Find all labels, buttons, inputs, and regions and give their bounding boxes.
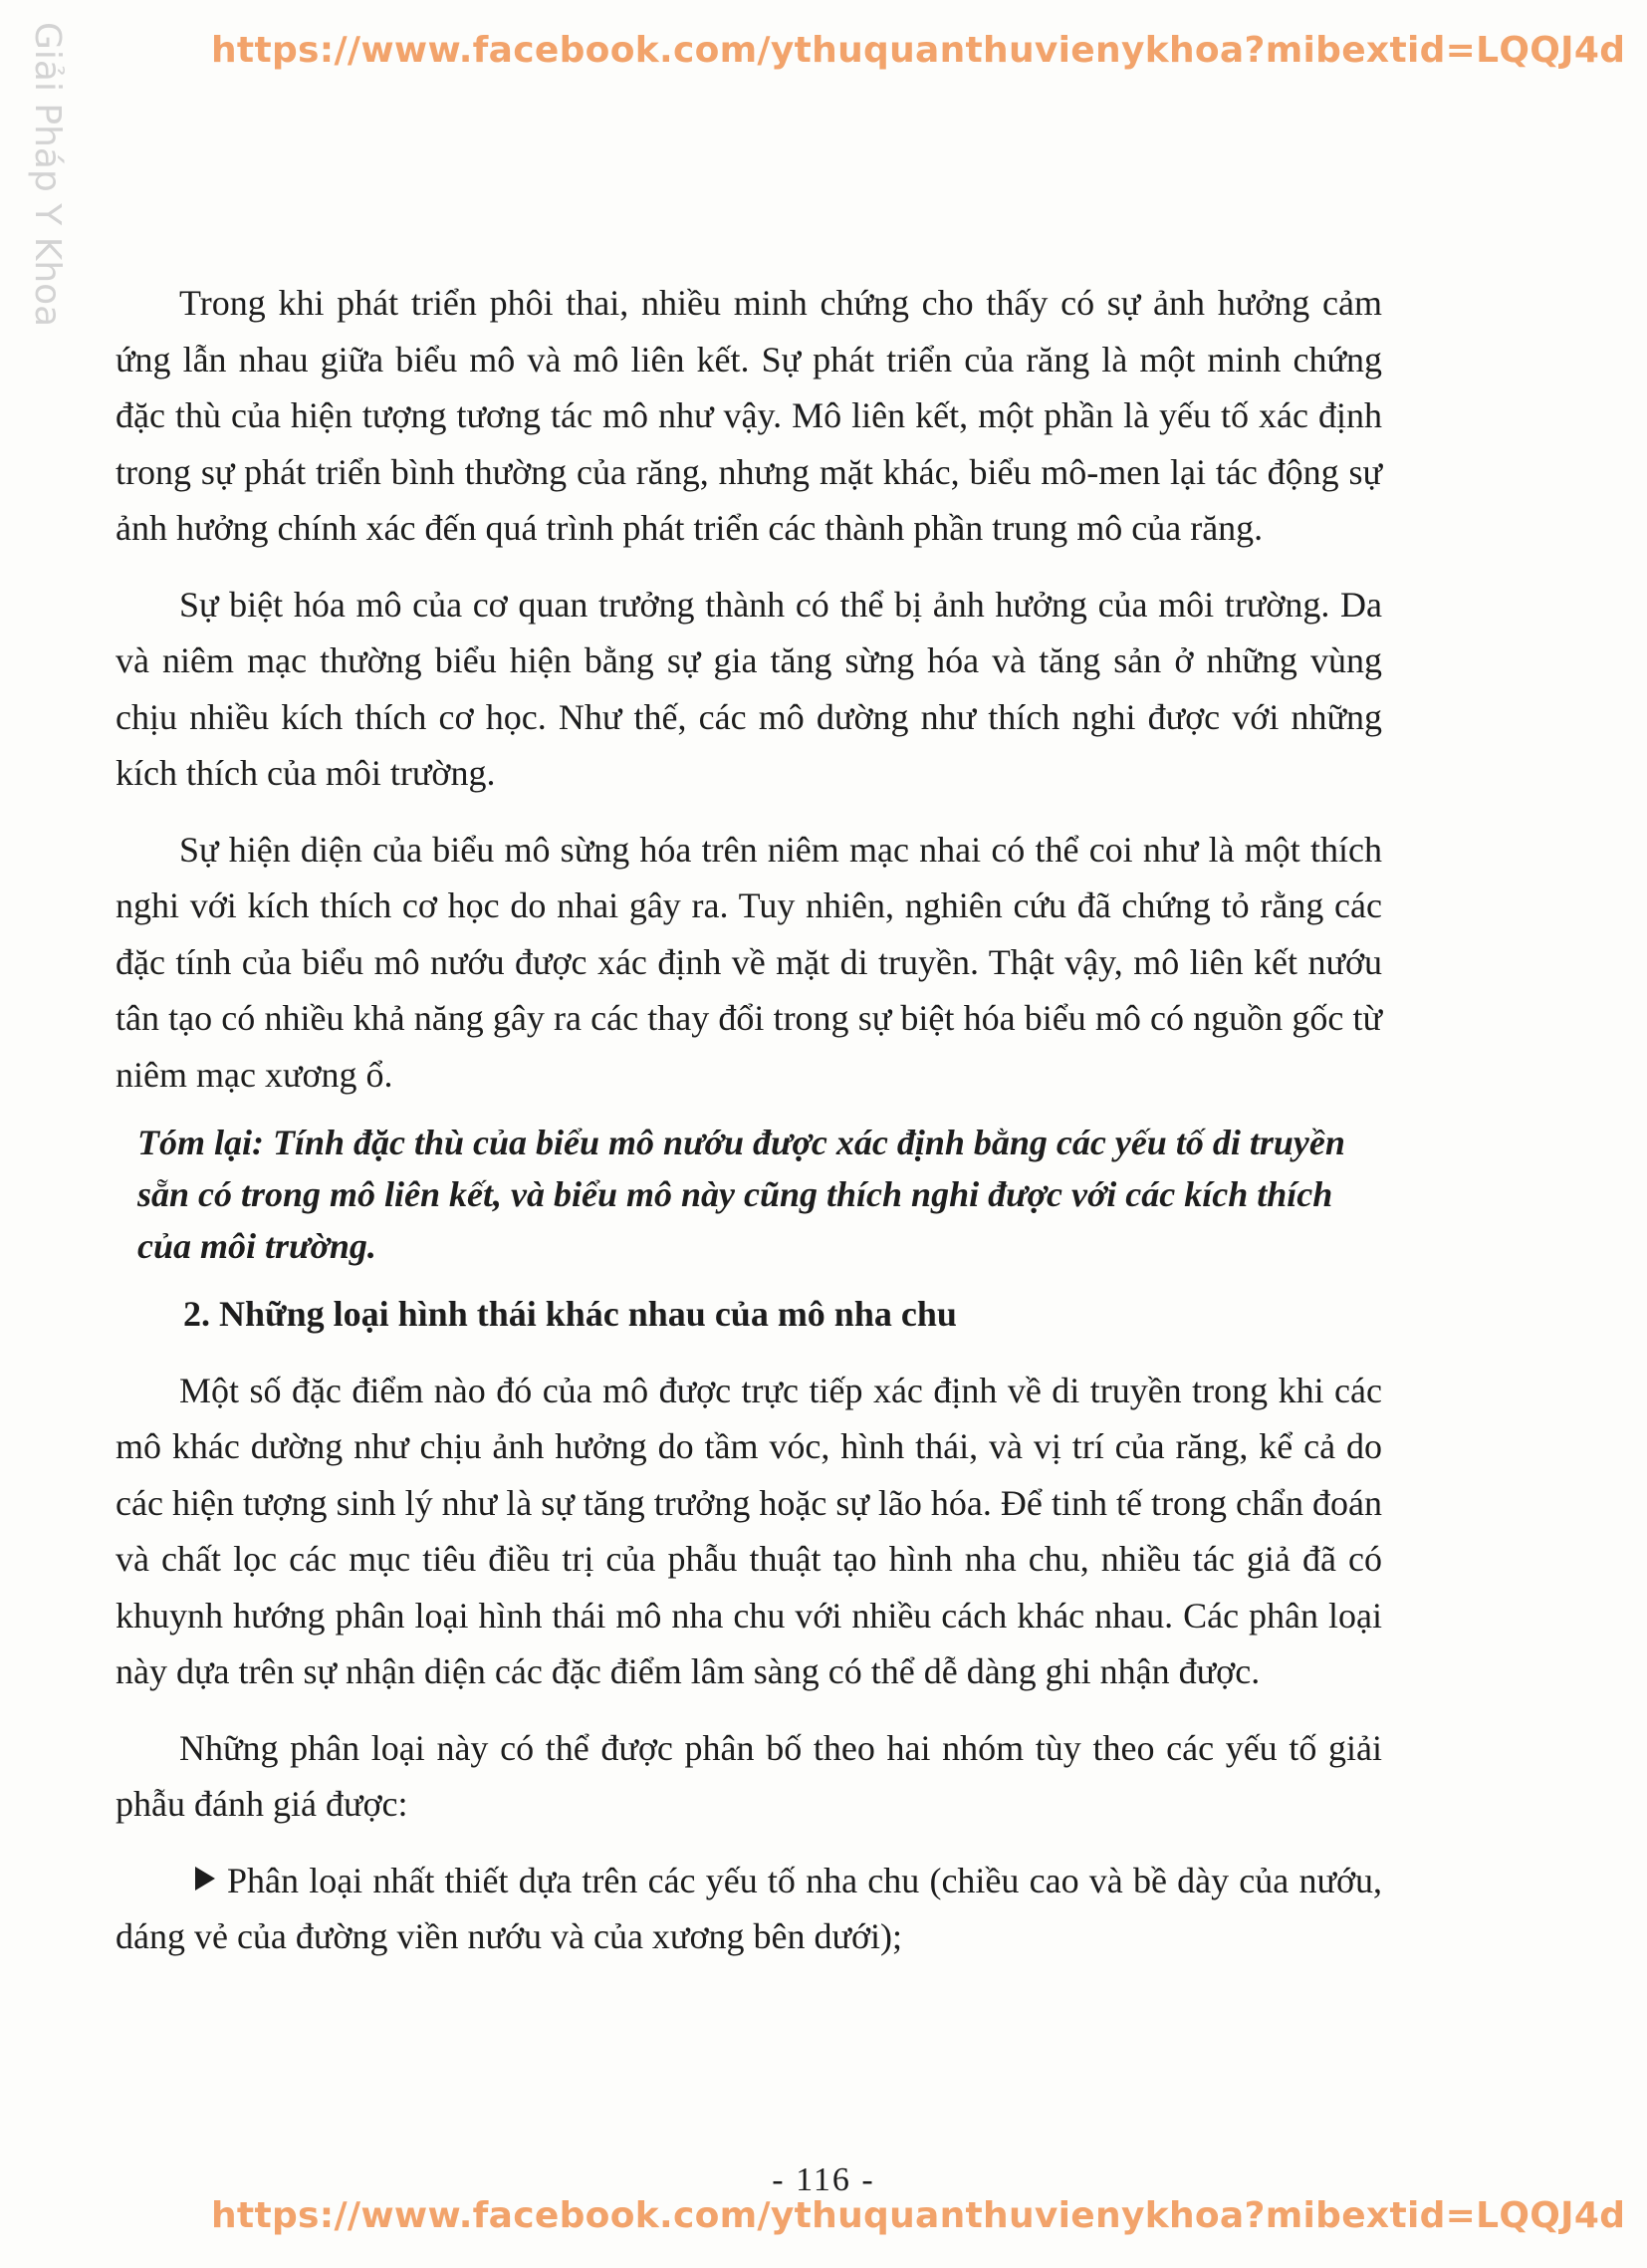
- paragraph-2: Sự biệt hóa mô của cơ quan trưởng thành có thể bị ảnh hưởng của môi trường. Da và niêm mạc thường biểu hiện bằng sự gia tăng sừng hóa và tăng sản ở những vùng chịu nhiều kích thích cơ học. Như thế, các mô dường như thích nghi được với những kích thích của môi trường.: [116, 584, 1382, 793]
- paragraph-1: Trong khi phát triển phôi thai, nhiều minh chứng cho thấy có sự ảnh hưởng cảm ứng lẫn nhau giữa biểu mô và mô liên kết. Sự phát triển của răng là một minh chứng đặc thù của hiện tượng tương tác mô như vậy. Mô liên kết, một phần là yếu tố xác định trong sự phát triển bình thường của răng, nhưng mặt khác, biểu mô-men lại tác động sự ảnh hưởng chính xác đến quá trình phát triển các thành phần trung mô của răng.: [116, 283, 1382, 548]
- watermark-url-bottom: https://www.facebook.com/ythuquanthuvienykhoa?mibextid=LQQJ4d: [211, 2195, 1626, 2236]
- watermark-url-top: https://www.facebook.com/ythuquanthuvienykhoa?mibextid=LQQJ4d: [211, 30, 1626, 71]
- section-heading: 2. Những loại hình thái khác nhau của mô nha chu: [183, 1294, 957, 1334]
- paragraph-5: Những phân loại này có thể được phân bố theo hai nhóm tùy theo các yếu tố giải phẫu đánh giá được:: [116, 1727, 1382, 1824]
- triangle-bullet-icon: [195, 1867, 215, 1890]
- page-content: [116, 275, 1382, 1965]
- paragraph-3: Sự hiện diện của biểu mô sừng hóa trên niêm mạc nhai có thể coi như là một thích nghi với kích thích cơ học do nhai gây ra. Tuy nhiên, nghiên cứu đã chứng tỏ rằng các đặc tính của biểu mô nướu được xác định về mặt di truyền. Thật vậy, mô liên kết nướu tân tạo có nhiều khả năng gây ra các thay đổi trong sự biệt hóa biểu mô có nguồn gốc từ niêm mạc xương ổ.: [116, 829, 1382, 1095]
- bullet-text: Phân loại nhất thiết dựa trên các yếu tố nha chu (chiều cao và bề dày của nướu, dáng vẻ của đường viền nướu và của xương bên dưới);: [116, 1860, 1382, 1956]
- summary-paragraph: Tóm lại: Tính đặc thù của biểu mô nướu được xác định bằng các yếu tố di truyền sẵn có trong mô liên kết, và biểu mô này cũng thích nghi được với các kích thích của môi trường.: [137, 1123, 1345, 1266]
- page-number: - 116 -: [772, 2161, 875, 2198]
- bullet-item: [116, 1853, 1382, 1965]
- side-watermark: Giải Pháp Y Khoa: [27, 22, 68, 328]
- paragraph-4: Một số đặc điểm nào đó của mô được trực tiếp xác định về di truyền trong khi các mô khác dường như chịu ảnh hưởng do tầm vóc, hình thái, và vị trí của răng, kể cả do các hiện tượng sinh lý như là sự tăng trưởng hoặc sự lão hóa. Để tinh tế trong chẩn đoán và chất lọc các mục tiêu điều trị của phẫu thuật tạo hình nha chu, nhiều tác giả đã có khuynh hướng phân loại hình thái mô nha chu với nhiều cách khác nhau. Các phân loại này dựa trên sự nhận diện các đặc điểm lâm sàng có thể dễ dàng ghi nhận được.: [116, 1370, 1382, 1691]
